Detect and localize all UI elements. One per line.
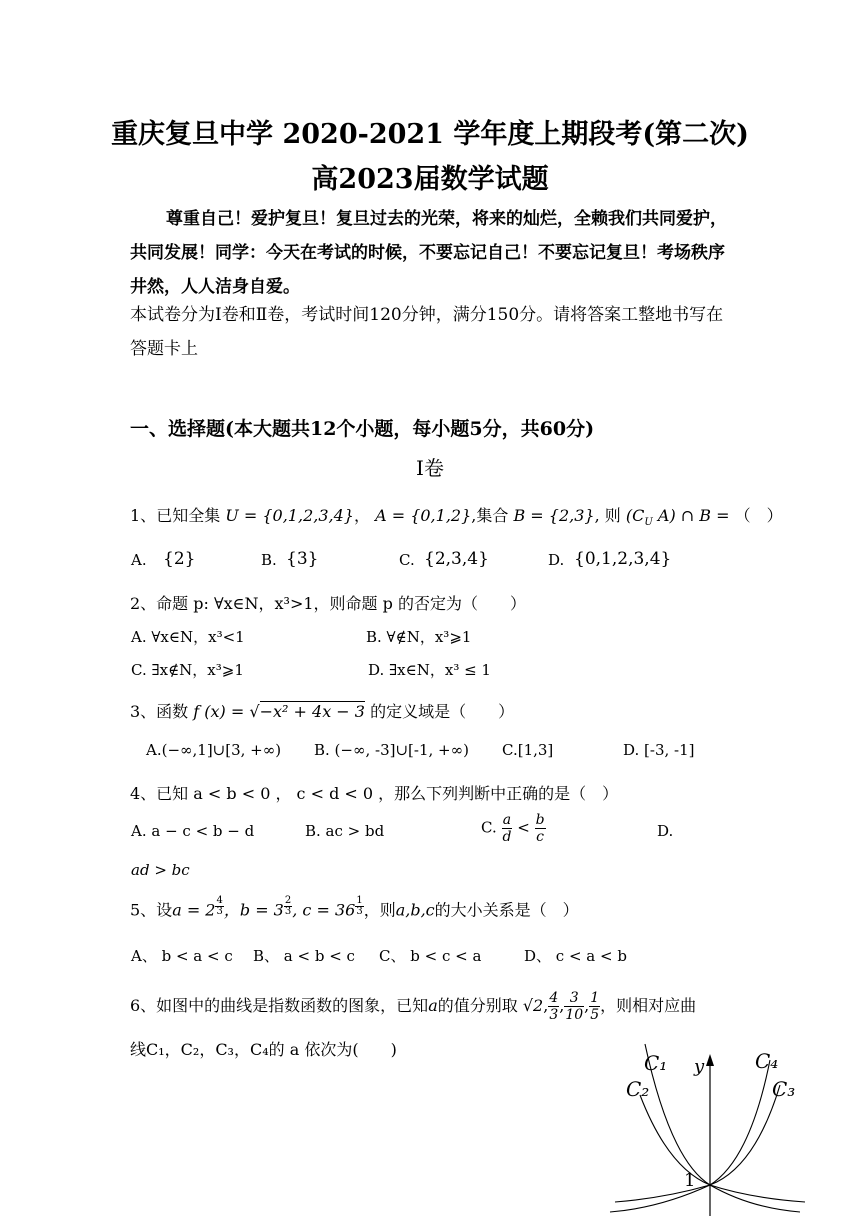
curve-c2 — [640, 1095, 805, 1202]
option-c: C. $\frac{a}{d}$ < $\frac{b}{c}$ — [481, 812, 545, 845]
option-value-a: {2} — [163, 549, 196, 569]
y-axis-arrow-icon — [706, 1054, 714, 1066]
curve-c3 — [615, 1085, 780, 1202]
math-expression: ($C_U$ A) ∩ B = — [625, 506, 730, 529]
option-label-c: C. — [399, 551, 415, 569]
question-6-line2: 线C₁，C₂，C₃，C₄的 a 依次为( ) — [130, 1040, 397, 1059]
question-text: 的定义域是（ ） — [370, 702, 515, 721]
question-number: 1、 — [130, 506, 157, 525]
option-c: C、 b < c < a — [379, 947, 482, 965]
label-c2: C₂ — [626, 1077, 650, 1101]
volume-label: Ⅰ卷 — [416, 456, 444, 480]
question-text: 3、函数 — [130, 702, 189, 721]
question-1: 1、已知全集 U = {0,1,2,3,4}， A = {0,1,2},集合 B = {2,3}, 则 ($C_U$ A) ∩ B = （ ） — [130, 506, 783, 529]
option-b: B. ac > bd — [305, 822, 385, 840]
option-d: D、 c < a < b — [524, 947, 627, 965]
question-text: 已知全集 — [156, 506, 221, 525]
school-motto: 尊重自己！爱护复旦！复旦过去的光荣，将来的灿烂，全赖我们共同爱护，共同发展！同学：今天在考试的时候，不要忘记自己！不要忘记复旦！考场秩序井然，人人洁身自爱。 — [130, 209, 727, 297]
exam-title-line2: 高2023届数学试题 — [311, 164, 549, 195]
question-5: 5、设a = 2 $^{\frac{4}{3}}$ ，b = 3 $^{\frac{2}{3}}$ , c = 36 $^{\frac{1}{3}}$ ，则a,b,c的大小关系是（ ） — [130, 895, 579, 920]
math-expression: U = {0,1,2,3,4} — [225, 506, 354, 525]
question-text: , 则 — [594, 506, 621, 525]
option-b: B、 a < b < c — [253, 947, 355, 965]
sqrt-expression: √−x² + 4x − 3 — [249, 702, 365, 721]
option-value-d: {0,1,2,3,4} — [574, 549, 672, 569]
option-a: A. a − c < b − d — [131, 822, 255, 840]
answer-blank: （ ） — [734, 506, 783, 525]
option-label-a: A. — [131, 551, 147, 569]
question-2: 2、命题 p: ∀x∈N，x³>1，则命题 p 的否定为（ ） — [130, 594, 526, 613]
option-a: A.(−∞,1]∪[3, +∞) — [146, 741, 282, 759]
option-value-b: {3} — [286, 549, 319, 569]
option-c: C. ∃x∉N，x³⩾1 — [131, 661, 244, 679]
exam-title-line1: 重庆复旦中学 2020-2021 学年度上期段考(第二次) — [111, 119, 749, 150]
option-a: A、 b < a < c — [131, 947, 233, 965]
option-label-d: D. — [548, 551, 565, 569]
option-d-value: ad > bc — [131, 861, 190, 879]
option-d: D. [-3, -1] — [623, 741, 695, 759]
math-expression: A = {0,1,2} — [375, 506, 472, 525]
math-expression: f (x) = — [193, 702, 245, 721]
option-value-c: {2,3,4} — [424, 549, 489, 569]
option-d-label: D. — [657, 822, 674, 840]
label-y: y — [694, 1056, 705, 1077]
option-b: B. ∀∉N，x³⩾1 — [366, 628, 472, 646]
option-b: B. (−∞, -3]∪[-1, +∞) — [314, 741, 469, 759]
option-c: C.[1,3] — [502, 741, 554, 759]
label-one: 1 — [684, 1170, 696, 1191]
question-3 — [130, 699, 514, 722]
math-expression: B = {2,3} — [513, 506, 595, 525]
label-c4: C₄ — [755, 1049, 779, 1073]
option-label-b: B. — [261, 551, 277, 569]
exponential-curves-figure — [600, 1040, 820, 1216]
option-d: D. ∃x∈N，x³ ≤ 1 — [368, 661, 491, 679]
exam-instructions: 本试卷分为I卷和Ⅱ卷，考试时间120分钟，满分150分。请将答案工整地书写在答题卡上 — [130, 305, 724, 359]
label-c3: C₃ — [772, 1077, 796, 1101]
label-c1: C₁ — [644, 1051, 668, 1075]
question-6: 6、如图中的曲线是指数函数的图象，已知a的值分别取 √2, $\frac{4}{3}$ , $\frac{3}{10}$ , $\frac{1}{5}$ ，则相对应曲 — [130, 990, 697, 1023]
question-4: 4、已知 a < b < 0 ， c < d < 0 ，那么下列判断中正确的是（ ） — [130, 784, 619, 803]
question-text: ,集合 — [471, 506, 509, 525]
option-a: A. ∀x∈N，x³<1 — [131, 628, 245, 646]
section-heading: 一、选择题(本大题共12个小题，每小题5分，共60分) — [130, 418, 595, 440]
